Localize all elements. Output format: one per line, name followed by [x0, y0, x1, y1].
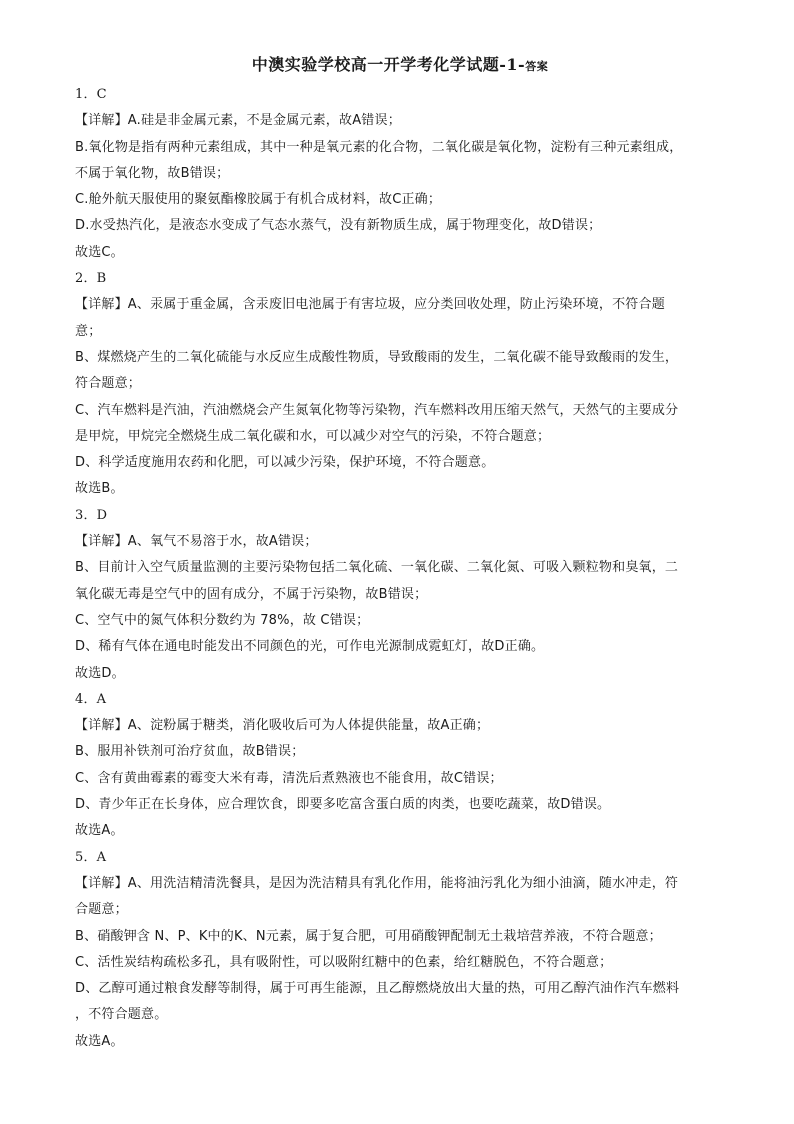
question-number-2: 2．B: [75, 271, 107, 287]
answer-line: C、汽车燃料是汽油，汽油燃烧会产生氮氧化物等污染物，汽车燃料改用压缩天然气，天然气的主要成分: [75, 402, 679, 418]
answer-line: C.舱外航天服使用的聚氨酯橡胶属于有机合成材料，故C正确；: [75, 192, 442, 208]
answer-lines: [75, 82, 725, 1055]
answer-line: D、科学适度施用农药和化肥，可以减少污染，保护环境，不符合题意。: [75, 455, 495, 471]
title-suffix: 答案: [525, 60, 549, 73]
answer-line: 【详解】A.硅是非金属元素，不是金属元素，故A错误；: [75, 113, 401, 129]
answer-line: D、乙醇可通过粮食发酵等制得，属于可再生能源，且乙醇燃烧放出大量的热，可用乙醇汽油作汽车燃料: [75, 981, 680, 997]
answer-line: 合题意；: [75, 902, 128, 918]
answer-line: 【详解】A、氧气不易溶于水，故A错误；: [75, 534, 318, 550]
answer-line: B、煤燃烧产生的二氧化硫能与水反应生成酸性物质，导致酸雨的发生，二氧化碳不能导致酸雨的发生，: [75, 349, 679, 365]
answer-line: C、含有黄曲霉素的霉变大米有毒，清洗后煮熟液也不能食用，故C错误；: [75, 770, 503, 786]
answer-line: 意；: [75, 323, 102, 339]
answer-choice: 故选B。: [75, 481, 124, 497]
question-number-4: 4．A: [75, 691, 107, 707]
question-number-3: 3．D: [75, 507, 108, 523]
answer-line: D.水受热汽化，是液态水变成了气态水蒸气，没有新物质生成，属于物理变化，故D错误；: [75, 218, 602, 234]
answer-line: 符合题意；: [75, 376, 142, 392]
answer-line: D、稀有气体在通电时能发出不同颜色的光，可作电光源制成霓虹灯，故D正确。: [75, 639, 545, 655]
question-number-1: 1．C: [75, 87, 107, 102]
answer-document: [75, 52, 725, 1055]
answer-line: ，不符合题意。: [75, 1007, 168, 1023]
answer-line: 【详解】A、汞属于重金属，含汞废旧电池属于有害垃圾，应分类回收处理，防止污染环境，不符合题: [75, 297, 665, 313]
answer-line: C、空气中的氮气体积分数约为 78%，故 C错误；: [75, 612, 370, 628]
answer-choice: 故选D。: [75, 665, 125, 681]
answer-line: 不属于氧化物，故B错误；: [75, 165, 230, 181]
answer-line: 是甲烷，甲烷完全燃烧生成二氧化碳和水，可以减少对空气的污染，不符合题意；: [75, 428, 551, 444]
answer-line: D、青少年正在长身体，应合理饮食，即要多吃富含蛋白质的肉类，也要吃蔬菜，故D错误。: [75, 797, 611, 813]
answer-line: C、活性炭结构疏松多孔，具有吸附性，可以吸附红糖中的色素，给红糖脱色，不符合题意；: [75, 954, 613, 970]
answer-line: 氧化碳无毒是空气中的固有成分，不属于污染物，故B错误；: [75, 586, 428, 602]
page-title: [75, 52, 725, 80]
question-number-5: 5．A: [75, 849, 107, 865]
title-main: 中澳实验学校高一开学考化学试题-1-: [251, 55, 526, 74]
answer-line: 【详解】A、用洗洁精清洗餐具，是因为洗洁精具有乳化作用，能将油污乳化为细小油滴，随水冲走，符: [75, 875, 679, 891]
answer-choice: 故选A。: [75, 823, 124, 839]
answer-choice: 故选C。: [75, 244, 124, 260]
answer-line: B、目前计入空气质量监测的主要污染物包括二氧化硫、一氧化碳、二氧化氮、可吸入颗粒物和臭氧，二: [75, 560, 679, 576]
answer-line: 【详解】A、淀粉属于糖类，消化吸收后可为人体提供能量，故A正确；: [75, 718, 490, 734]
answer-choice: 故选A。: [75, 1033, 124, 1049]
answer-line: B、硝酸钾含 N、P、K中的K、N元素，属于复合肥，可用硝酸钾配制无土栽培营养液，不符合题意；: [75, 928, 662, 944]
answer-line: B、服用补铁剂可治疗贫血，故B错误；: [75, 744, 305, 760]
answer-line: B.氧化物是指有两种元素组成，其中一种是氧元素的化合物，二氧化碳是氧化物，淀粉有三种元素组成，: [75, 139, 683, 155]
